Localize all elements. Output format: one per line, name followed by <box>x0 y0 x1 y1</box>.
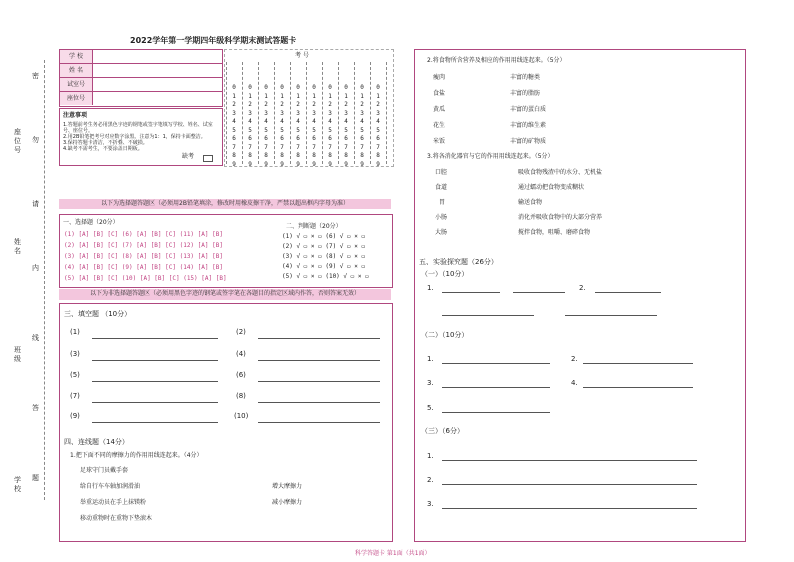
margin-label-inside: 内 <box>32 264 39 272</box>
exp-answer-line[interactable] <box>513 292 565 293</box>
exam-digit[interactable]: 5 <box>312 126 316 134</box>
exp-num: 1. <box>427 452 434 460</box>
exam-digit[interactable]: 8 <box>376 152 380 159</box>
exam-digit[interactable]: 8 <box>360 152 364 159</box>
page-title: 2022学年第一学期四年级科学期末测试答题卡 <box>130 36 297 45</box>
exam-grid-line <box>290 62 291 164</box>
exam-digit[interactable]: 3 <box>360 109 364 117</box>
exam-grid-line <box>226 62 227 164</box>
fill-label: (3) <box>70 350 80 358</box>
exam-digit[interactable]: 8 <box>344 152 348 159</box>
match-q3-left: 口腔 <box>435 169 448 176</box>
exam-digit[interactable]: 7 <box>328 143 332 151</box>
exp-answer-line[interactable] <box>442 363 550 364</box>
exam-grid-line <box>306 62 307 164</box>
exam-digit[interactable]: 4 <box>312 118 316 125</box>
margin-label-please: 请 <box>32 200 39 208</box>
exam-digit[interactable]: 9 <box>296 160 300 168</box>
match-q2-left: 米饭 <box>433 138 446 145</box>
info-label: 试室号 <box>60 78 93 91</box>
choice-row[interactable]: (4) [A] [B] [C] (9) [A] [B] [C] (14) [A] [B] <box>64 264 223 271</box>
choice-row[interactable]: (3) [A] [B] [C] (8) [A] [B] [C] (13) [A] [B] <box>64 253 223 260</box>
exam-digit[interactable]: 0 <box>376 84 380 91</box>
exam-digit[interactable]: 4 <box>344 118 348 125</box>
exam-digit[interactable]: 9 <box>376 160 380 168</box>
exam-digit[interactable]: 5 <box>344 126 348 134</box>
exp-answer-line[interactable] <box>565 315 657 316</box>
exp-answer-line[interactable] <box>442 460 697 461</box>
exam-digit[interactable]: 1 <box>360 92 364 100</box>
exam-digit[interactable]: 9 <box>232 160 236 168</box>
fill-answer-line[interactable] <box>92 381 218 382</box>
exam-digit[interactable]: 2 <box>376 101 380 108</box>
match-q2-right: 丰富的脂肪 <box>510 90 541 97</box>
exam-digit-column[interactable] <box>246 84 254 169</box>
exp-answer-line[interactable] <box>442 508 697 509</box>
tf-row[interactable]: (2) √ ▭ × ▭ (7) √ ▭ × ▭ <box>282 243 366 250</box>
match-title: 四、连线题（14分） <box>64 438 129 446</box>
fill-label: (10) <box>234 412 249 420</box>
exam-digit[interactable]: 3 <box>232 109 236 117</box>
match-q1-left: 足球守门员戴手套 <box>80 467 129 474</box>
exam-grid-line <box>338 62 339 164</box>
exam-digit[interactable]: 9 <box>280 160 284 168</box>
match-q2: 2.将食物所含营养及相应的作用用线连起来。（5分） <box>427 57 566 64</box>
exam-digit[interactable]: 3 <box>328 109 332 117</box>
exam-digit[interactable]: 3 <box>376 109 380 117</box>
nonchoice-banner: 以下为非选择题答题区（必须用黑色字迹的钢笔或签字笔在各题目的指定区域内作答，否则答案无效） <box>59 289 391 300</box>
exp-num: 1. <box>427 355 434 363</box>
exam-digit[interactable]: 2 <box>360 101 364 108</box>
exam-digit[interactable]: 3 <box>280 109 284 117</box>
match-q1-right: 减小摩擦力 <box>272 499 303 506</box>
exp-num: 5. <box>427 404 434 412</box>
fill-label: (9) <box>70 412 80 420</box>
exp-answer-line[interactable] <box>442 484 697 485</box>
exam-digit[interactable]: 0 <box>296 84 300 91</box>
exam-digit[interactable]: 4 <box>280 118 284 125</box>
exam-digit[interactable]: 1 <box>328 92 332 100</box>
exam-digit[interactable]: 9 <box>344 160 348 168</box>
page-footer: 科学答题卡 第1面（共1面） <box>355 550 431 557</box>
exam-grid-line <box>322 62 323 164</box>
exam-digit[interactable]: 6 <box>232 135 236 142</box>
absent-checkbox[interactable] <box>203 155 213 162</box>
exp-num: 2. <box>571 355 578 363</box>
exp-section-label: （三）（6分） <box>421 427 464 435</box>
info-label: 座位号 <box>60 92 93 105</box>
exam-digit[interactable]: 5 <box>376 126 380 134</box>
info-label: 姓 名 <box>60 64 93 77</box>
margin-label-no: 勿 <box>32 136 39 144</box>
exam-digit-column[interactable] <box>278 84 286 169</box>
exam-digit[interactable]: 8 <box>296 152 300 159</box>
info-row-seat <box>60 92 222 105</box>
exam-digit[interactable]: 5 <box>296 126 300 134</box>
exam-digit[interactable]: 0 <box>312 84 316 91</box>
exam-no-label: 考 号 <box>295 52 309 59</box>
exam-digit[interactable]: 0 <box>248 84 252 91</box>
match-q2-right: 丰富的蛋白质 <box>510 106 547 113</box>
fill-label: (6) <box>236 371 246 379</box>
exam-digit[interactable]: 5 <box>264 126 268 134</box>
exam-digit[interactable]: 2 <box>248 101 252 108</box>
match-q2-right: 丰富的矿物质 <box>510 138 547 145</box>
notice-line: 3.保持答题卡清洁，不折叠、不破损。 <box>63 140 148 146</box>
fill-answer-line[interactable] <box>92 402 218 403</box>
fill-title: 三、填空题 （10分） <box>64 310 132 318</box>
exam-digit[interactable]: 1 <box>344 92 348 100</box>
fill-answer-line[interactable] <box>258 422 380 423</box>
margin-label-line: 线 <box>32 334 39 342</box>
exam-digit[interactable]: 7 <box>280 143 284 151</box>
match-q2-left: 花生 <box>433 122 446 129</box>
match-q1-left: 举重运动员在手上抹镁粉 <box>80 499 147 506</box>
fill-answer-line[interactable] <box>258 402 380 403</box>
match-q3-right: 吸收食物残渣中的水分、无机盐 <box>518 169 603 176</box>
exam-digit[interactable]: 2 <box>280 101 284 108</box>
exam-grid-line <box>386 62 387 164</box>
match-q1-left: 移动重物时在重物下垫滚木 <box>80 515 153 522</box>
exam-grid-line <box>242 62 243 164</box>
exam-digit[interactable]: 2 <box>328 101 332 108</box>
exam-digit[interactable]: 7 <box>248 143 252 151</box>
exam-digit[interactable]: 6 <box>312 135 316 142</box>
left-margin <box>0 0 50 562</box>
exam-digit[interactable]: 6 <box>264 135 268 142</box>
exam-digit[interactable]: 1 <box>312 92 316 100</box>
fill-answer-line[interactable] <box>258 360 380 361</box>
fill-label: (7) <box>70 392 80 400</box>
exp-num: 2. <box>427 476 434 484</box>
notice-line: 2.用2B铅笔把考号对应数字涂黑。注意为1：1，保持卡面整洁。 <box>63 134 206 140</box>
exam-digit[interactable]: 0 <box>328 84 332 91</box>
exam-digit[interactable]: 6 <box>376 135 380 142</box>
info-row-room <box>60 78 222 92</box>
fill-label: (8) <box>236 392 246 400</box>
exam-digit[interactable]: 2 <box>344 101 348 108</box>
exam-digit[interactable]: 4 <box>232 118 236 125</box>
exp-answer-line[interactable] <box>595 292 661 293</box>
match-q2-right: 丰富的糖类 <box>510 74 541 81</box>
tf-row[interactable]: (1) √ ▭ × ▭ (6) √ ▭ × ▭ <box>282 233 366 240</box>
exam-digit[interactable]: 8 <box>328 152 332 159</box>
fill-answer-line[interactable] <box>92 422 218 423</box>
exp-title: 五、实验探究题（26分） <box>419 258 498 266</box>
exp-section-label: （二）（10分） <box>421 331 469 339</box>
exam-digit[interactable]: 0 <box>264 84 268 91</box>
exam-digit[interactable]: 4 <box>376 118 380 125</box>
exam-digit[interactable]: 1 <box>248 92 252 100</box>
margin-label-question: 题 <box>32 474 39 482</box>
fill-label: (4) <box>236 350 246 358</box>
notice-line: 1.答题前考生务必用黑色字迹的钢笔或签字笔填写学校、姓名、试室号、座位号。 <box>63 122 213 134</box>
exam-digit[interactable]: 2 <box>232 101 236 108</box>
exam-digit[interactable]: 4 <box>328 118 332 125</box>
exam-digit[interactable]: 0 <box>280 84 284 91</box>
match-q3-left: 胃 <box>439 199 446 206</box>
exam-digit[interactable]: 1 <box>232 92 236 100</box>
exam-digit[interactable]: 9 <box>360 160 364 168</box>
exam-digit[interactable]: 8 <box>264 152 268 159</box>
match-q3-left: 食道 <box>435 184 448 191</box>
exam-digit-column[interactable] <box>262 84 270 169</box>
exam-digit[interactable]: 0 <box>360 84 364 91</box>
choice-row[interactable]: (5) [A] [B] [C] (10) [A] [B] [C] (15) [A] [B] <box>64 275 227 282</box>
exam-digit[interactable]: 7 <box>376 143 380 151</box>
margin-label-school: 学校 <box>14 476 21 493</box>
exam-digit[interactable]: 5 <box>232 126 236 134</box>
match-q2-right: 丰富的维生素 <box>510 122 547 129</box>
exp-num: 2. <box>579 284 586 292</box>
exp-section-label: （一）（10分） <box>421 270 469 278</box>
exam-grid-line <box>370 62 371 164</box>
info-table <box>59 49 223 107</box>
exam-digit[interactable]: 4 <box>248 118 252 125</box>
match-q3: 3.将各消化器官与它的作用用线连起来。（5分） <box>427 153 554 160</box>
exam-digit[interactable]: 4 <box>360 118 364 125</box>
exam-digit[interactable]: 5 <box>280 126 284 134</box>
exp-answer-line[interactable] <box>583 387 693 388</box>
exam-digit[interactable]: 7 <box>312 143 316 151</box>
absent-label: 缺考 <box>182 153 195 160</box>
exam-digit[interactable]: 8 <box>232 152 236 159</box>
exam-digit[interactable]: 5 <box>360 126 364 134</box>
margin-label-seat: 座位号 <box>14 128 21 154</box>
match-q3-right: 通过蠕动把食物变成糊状 <box>518 184 585 191</box>
fill-answer-line[interactable] <box>258 338 380 339</box>
margin-label-answer: 答 <box>32 404 39 412</box>
exam-digit[interactable]: 6 <box>280 135 284 142</box>
exam-digit[interactable]: 3 <box>344 109 348 117</box>
exam-digit[interactable]: 9 <box>264 160 268 168</box>
exp-num: 3. <box>427 379 434 387</box>
exam-digit[interactable]: 7 <box>296 143 300 151</box>
match-q2-left: 黄瓜 <box>433 106 446 113</box>
info-row-name <box>60 64 222 78</box>
fill-answer-line[interactable] <box>258 381 380 382</box>
exam-digit[interactable]: 2 <box>312 101 316 108</box>
match-q2-left: 瘦肉 <box>433 74 446 81</box>
exam-digit[interactable]: 7 <box>264 143 268 151</box>
notice-line: 4.缺考不需考生，不要涂盖日期板。 <box>63 146 143 152</box>
match-q3-right: 消化并吸收食物中的大部分营养 <box>518 214 603 221</box>
notice-title: 注意事项 <box>63 112 88 119</box>
exam-digit[interactable]: 3 <box>264 109 268 117</box>
exam-digit[interactable]: 2 <box>264 101 268 108</box>
exp-answer-line[interactable] <box>583 363 693 364</box>
exp-num: 3. <box>427 500 434 508</box>
exam-digit[interactable]: 5 <box>328 126 332 134</box>
fill-match-section <box>59 303 393 542</box>
choice-section <box>59 214 393 288</box>
exam-digit[interactable]: 1 <box>296 92 300 100</box>
exam-digit-column[interactable] <box>294 84 302 169</box>
exam-digit-column[interactable] <box>342 84 350 169</box>
margin-label-name: 姓名 <box>14 238 21 255</box>
exam-digit[interactable]: 5 <box>248 126 252 134</box>
choice-row[interactable]: (1) [A] [B] [C] (6) [A] [B] [C] (11) [A] [B] <box>64 231 223 238</box>
fill-answer-line[interactable] <box>92 338 218 339</box>
exam-digit[interactable]: 6 <box>328 135 332 142</box>
exam-digit[interactable]: 2 <box>296 101 300 108</box>
tf-row[interactable]: (3) √ ▭ × ▭ (8) √ ▭ × ▭ <box>282 253 366 260</box>
exam-digit[interactable]: 6 <box>360 135 364 142</box>
info-label: 学 校 <box>60 50 93 63</box>
exam-digit-column[interactable] <box>310 84 318 169</box>
exam-digit-column[interactable] <box>358 84 366 169</box>
exp-num: 4. <box>571 379 578 387</box>
choice-banner: 以下为选择题答题区（必须用2B铅笔填涂，修改时用橡皮擦干净，严禁以超出框内字母为准） <box>59 199 391 209</box>
fill-label: (2) <box>236 328 246 336</box>
match-q3-left: 大肠 <box>435 229 448 236</box>
exp-answer-line[interactable] <box>442 315 534 316</box>
exam-digit[interactable]: 6 <box>248 135 252 142</box>
exp-answer-line[interactable] <box>442 387 550 388</box>
exam-digit[interactable]: 8 <box>248 152 252 159</box>
exam-digit[interactable]: 0 <box>344 84 348 91</box>
exam-digit-column[interactable] <box>230 84 238 169</box>
info-row-school <box>60 50 222 64</box>
exam-digit[interactable]: 3 <box>312 109 316 117</box>
choice-title: 一、选择题（20分） <box>63 219 119 226</box>
exam-digit[interactable]: 8 <box>312 152 316 159</box>
notice-box <box>59 108 223 166</box>
exam-digit[interactable]: 8 <box>280 152 284 159</box>
exp-answer-line[interactable] <box>442 412 550 413</box>
tf-row[interactable]: (5) √ ▭ × ▭ (10) √ ▭ × ▭ <box>282 273 369 280</box>
exam-digit-column[interactable] <box>326 84 334 169</box>
exam-digit[interactable]: 1 <box>376 92 380 100</box>
exam-digit[interactable]: 0 <box>232 84 236 91</box>
exam-digit[interactable]: 1 <box>264 92 268 100</box>
margin-label-class: 班级 <box>14 346 21 363</box>
exam-digit[interactable]: 3 <box>248 109 252 117</box>
exam-digit[interactable]: 1 <box>280 92 284 100</box>
fill-answer-line[interactable] <box>92 360 218 361</box>
exam-digit[interactable]: 6 <box>344 135 348 142</box>
exam-digit[interactable]: 9 <box>328 160 332 168</box>
match-q1: 1.把下面不同的摩擦力的作用用线连起来。（4分） <box>70 452 203 459</box>
exam-digit[interactable]: 6 <box>296 135 300 142</box>
tf-row[interactable]: (4) √ ▭ × ▭ (9) √ ▭ × ▭ <box>282 263 366 270</box>
exam-digit[interactable]: 3 <box>296 109 300 117</box>
exp-num: 1. <box>427 284 434 292</box>
right-panel <box>414 49 746 542</box>
exam-digit[interactable]: 4 <box>264 118 268 125</box>
exam-digit[interactable]: 9 <box>248 160 252 168</box>
match-q3-right: 输送食物 <box>518 199 543 206</box>
exam-digit[interactable]: 7 <box>344 143 348 151</box>
exam-grid-line <box>274 62 275 164</box>
match-q3-left: 小肠 <box>435 214 448 221</box>
margin-label-dense: 密 <box>32 72 39 80</box>
exam-grid-line <box>258 62 259 164</box>
exam-digit[interactable]: 7 <box>360 143 364 151</box>
choice-row[interactable]: (2) [A] [B] [C] (7) [A] [B] [C] (12) [A] [B] <box>64 242 223 249</box>
tf-title: 二、判断题（20分） <box>286 223 342 230</box>
exam-digit[interactable]: 9 <box>312 160 316 168</box>
fill-label: (5) <box>70 371 80 379</box>
exam-digit[interactable]: 4 <box>296 118 300 125</box>
exp-answer-line[interactable] <box>442 292 500 293</box>
exam-digit-column[interactable] <box>374 84 382 169</box>
match-q2-left: 食盐 <box>433 90 446 97</box>
exam-grid-line <box>354 62 355 164</box>
fill-label: (1) <box>70 328 80 336</box>
match-q3-right: 搅拌食物，咀嚼、磨碎食物 <box>518 229 591 236</box>
exam-digit[interactable]: 7 <box>232 143 236 151</box>
match-q1-right: 增大摩擦力 <box>272 483 303 490</box>
match-q1-left: 给自行车车轴加润滑油 <box>80 483 141 490</box>
